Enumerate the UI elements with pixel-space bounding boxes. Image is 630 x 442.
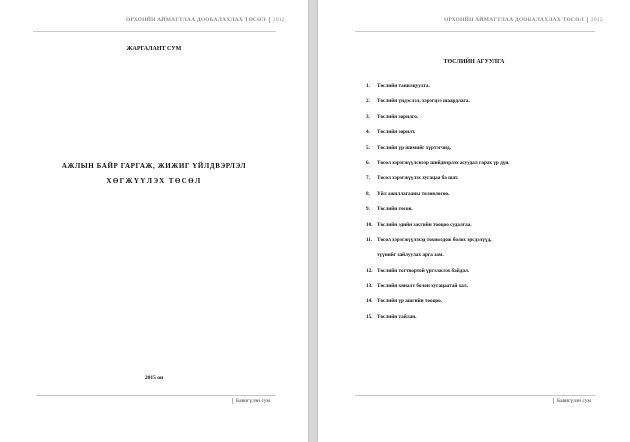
toc-item: [366, 268, 510, 283]
toc-item-text: Төслийн зорилго.: [377, 113, 419, 120]
toc-item-number: 2.: [366, 98, 370, 105]
toc-item: [366, 114, 510, 129]
toc-item: [366, 283, 510, 298]
toc-item-text: Төслийн тогтвортой үргэлжлэх байдал.: [377, 267, 470, 274]
toc-item-number: 12.: [366, 267, 373, 274]
footer-rule: [36, 395, 276, 396]
cover-page: [0, 0, 308, 442]
toc-item: [366, 145, 510, 160]
cover-year: 2015 он: [144, 375, 164, 381]
toc-item-number: 5.: [366, 144, 370, 151]
header-title: ОРХОНЙН АЙМАГТЛАА ДООБАЛАХЛАХ ТӨСӨЛ: [444, 17, 584, 23]
toc-item-number: 9.: [366, 206, 370, 213]
toc-item-number: 4.: [366, 129, 370, 136]
organization-name: ЖАРГАЛАНТ СУМ: [126, 46, 182, 52]
header-rule: [33, 31, 276, 32]
header-title: ОРХОНЙН АЙМАГТЛАА ДООБАЛАХЛАХ ТӨСӨЛ: [126, 17, 266, 23]
toc-item-text: Төсөл хэрэгжүүлэх хугацаа ба шат.: [377, 175, 459, 182]
toc-item-number: 1.: [366, 83, 370, 89]
contents-page: [318, 0, 630, 442]
toc-item: [366, 252, 510, 267]
header-year: 2012: [587, 17, 603, 23]
toc-item-number: 10.: [366, 221, 373, 228]
toc-item-text: Төслийн үндэслэл, хэрэгцээ шаардлага.: [377, 98, 470, 105]
toc-item-text: Төслийн төсөв.: [377, 206, 413, 213]
toc-item-number: 8.: [366, 190, 370, 197]
page-header: [444, 17, 603, 23]
toc-item: [366, 314, 510, 329]
toc-item-text: Төслийн танилцуулга.: [377, 83, 430, 89]
toc-item: [366, 222, 510, 237]
toc-item: [366, 129, 510, 144]
toc-item: [366, 175, 510, 190]
footer-rule: [355, 395, 595, 396]
document-title-line-2: ХӨГЖҮҮЛЭХ ТӨСӨЛ: [106, 177, 202, 185]
toc-item-text: Төслийн эдийн засгийн тооцоо судалгаа.: [377, 221, 472, 228]
page-header: [126, 17, 285, 23]
toc-item-text: Үйл ажиллагааны төлөвлөгөө.: [377, 190, 450, 197]
toc-item-text: Төслийн үр шимийг хүртэгчид.: [377, 144, 451, 151]
toc-item-text: түүнийг зайлуулах арга зам.: [377, 252, 444, 259]
page-footer: Баянгүлэн сум: [232, 398, 270, 404]
toc-item-text: Төсөл хэрэгжүүлэхэд тохиолдож болох эрсдэлүүд,: [377, 236, 492, 243]
toc-item-number: 7.: [366, 175, 370, 182]
toc-item-text: Төсөл хэрэгжүүлснээр шийдвэрлэх асуудал гарах үр дүн.: [377, 159, 510, 166]
toc-item-number: 15.: [366, 313, 373, 320]
toc-title: ТӨСЛИЙН АГУУЛГА: [443, 59, 505, 65]
toc-list: [366, 83, 510, 329]
toc-item-text: Төслийн хяналт болон хугацаатай хал.: [377, 283, 468, 290]
toc-item: [366, 237, 510, 252]
toc-item: [366, 298, 510, 313]
toc-item-text: Төслийн тайлан.: [377, 313, 417, 320]
toc-item: [366, 98, 510, 113]
toc-item-number: 14.: [366, 298, 373, 305]
toc-item-number: 3.: [366, 113, 370, 120]
page-footer: Баянгүлэн сум: [553, 398, 591, 404]
document-title-line-1: АЖЛЫН БАЙР ГАРГАЖ, ЖИЖИГ ҮЙЛДВЭРЛЭЛ: [61, 162, 247, 170]
toc-item-text: Төслийн зорилт.: [377, 129, 416, 136]
toc-item: [366, 160, 510, 175]
toc-item: [366, 206, 510, 221]
toc-item-number: 13.: [366, 283, 373, 290]
header-rule: [355, 31, 595, 32]
toc-item-number: 6.: [366, 159, 370, 166]
toc-item: [366, 191, 510, 206]
toc-item: [366, 83, 510, 98]
toc-item-text: Төслийн үр ашгийн тооцоо.: [377, 298, 443, 305]
toc-item-number: 11.: [366, 236, 373, 243]
header-year: 2012: [269, 17, 285, 23]
